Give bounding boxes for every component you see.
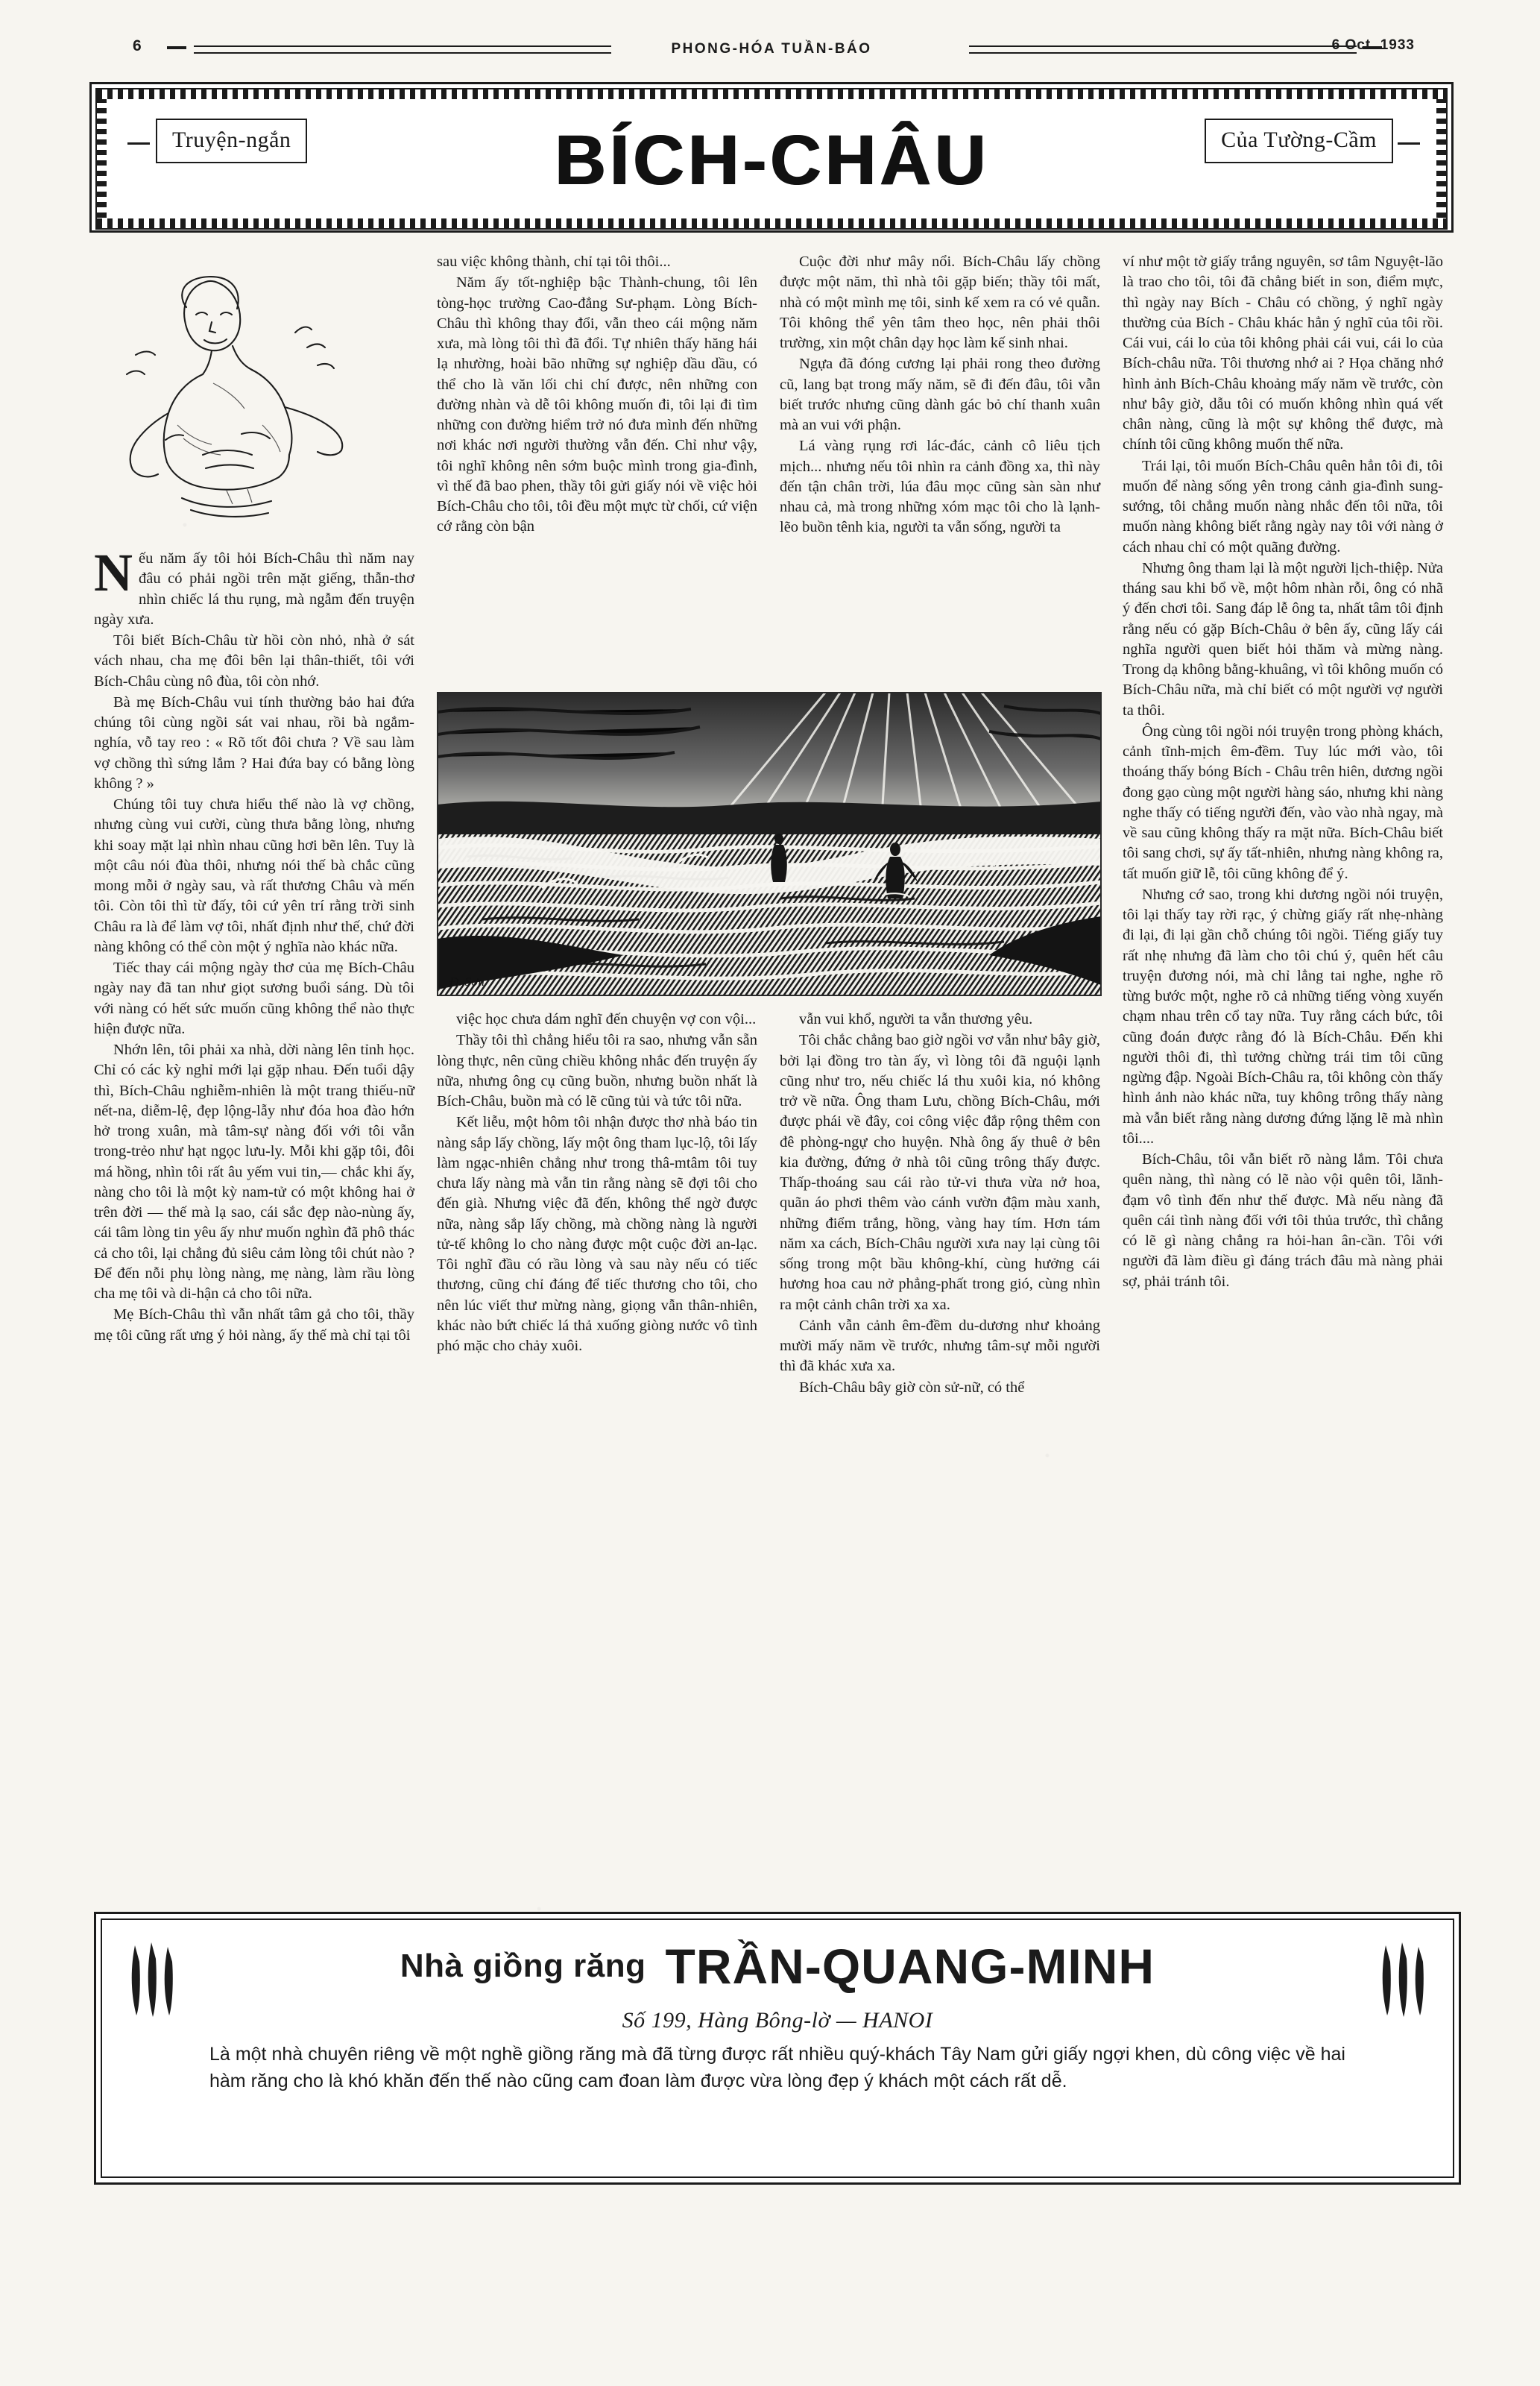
article-column-2-lower — [437, 1010, 757, 1357]
paragraph: Nhưng ông tham lại là một người lịch-thiệp. Nửa tháng sau khi bổ về, một hôm nhàn rỗi, ông có nhã ý đến chơi tôi. Sang đáp lễ ông ta, nhất tâm tôi định rằng nếu có gặp Bích-Châu ở bên ấy, cũng lấy cái nghĩa người quen biết hỏi thăm và mừng nàng. Trong dạ không bằng-khuâng, vì tôi không muốn có Bích-Châu nữa, mà chỉ biết có một người vợ người ta thôi. — [1123, 559, 1443, 719]
paragraph: sau việc không thành, chỉ tại tôi thôi... — [437, 254, 671, 270]
paragraph: ếu năm ấy tôi hỏi Bích-Châu thì năm nay đâu có phải ngồi trên mặt giếng, thẫn-thơ nhìn chiếc lá thu rụng, mà ngẫm đến truyện ngày xưa. — [94, 550, 414, 628]
masthead-rule-right — [969, 45, 1357, 54]
paragraph: Cuộc đời như mây nổi. Bích-Châu lấy chồng được một năm, thì nhà tôi gặp biến; thầy tôi mất, nhà có một mình mẹ tôi, sinh kế xem ra có vẻ quẫn. Tôi không thể yên tâm theo học, nên phải thôi trường, xin một chân dạy học làm kế sinh nhai. — [780, 254, 1100, 351]
paragraph: Tôi chắc chẳng bao giờ ngồi vơ vẫn như bây giờ, bởi lại đồng tro tàn ấy, vì lòng tôi đã nguội lạnh cũng như tro, nếu chiếc lá thu xuôi kia, nó không trở về nữa. Ông tham Lưu, chồng Bích-Châu, mới được phái về đây, coi công việc đắp rộng thêm con đê phòng-ngự cho huyện. Nhà ông ấy thuê ở bên kia đường, đứng ở nhà tôi cũng trông thấy được. Thấp-thoáng sau cái rào tử-vi thưa vừa nở hoa, quãn áo phơi thêm vào cánh vườn đậm màu xanh, những điểm trắng, hồng, vàng hay tím. Hơn tám năm xa cách, Bích-Châu người xưa nay lại cùng tôi sống trong một bầu không-khí, cùng hưởng cái hương hoa cau nở phẳng-phất trong gió, cùng nhìn ra một cảnh chân trời xa xa. — [780, 1032, 1100, 1313]
advertisement-business-name: TRẦN-QUANG-MINH — [665, 1939, 1155, 1994]
story-title: BÍCH-CHÂU — [554, 120, 989, 200]
paper-name: PHONG-HÓA TUẦN-BÁO — [671, 41, 872, 57]
paragraph: Ngựa đã đóng cương lại phải rong theo đường cũ, lang bạt trong mấy năm, sẽ đi đến đâu, tôi vẫn biết trước nhưng cũng dành gác bỏ chí thanh xuân mà an vui với phận. — [780, 356, 1100, 433]
masthead-rule-left — [194, 45, 611, 54]
banner-dash-left — [127, 142, 150, 145]
advertisement-service: Nhà giồng răng — [400, 1948, 646, 1984]
article-column-1 — [94, 252, 414, 1347]
masthead-rule-dash-left — [167, 46, 186, 49]
paragraph: Kết liễu, một hôm tôi nhận được thơ nhà báo tin nàng sắp lấy chồng, lấy một ông tham lục-lộ, tôi lấy làm ngạc-nhiên chẳng như trong thâ-mtâm tôi tuy chưa lấy nàng mà vẫn tin rằng nàng sẽ đợi tôi cho đến già. Nhưng việc đã đến, không thể ngờ được nữa, nàng sắp lấy chồng, mà chồng nàng là người tử-tế không lo cho nàng được một cuộc đời an-lạc. Tôi nghĩ đầu có rầu lòng và sau này nếu có tiếc thương, cũng chỉ đáng để tiếc thương cho tôi, cho nên lúc viết thư mừng nàng, giọng vẫn thân-nhiên, khác nào bứt chiếc lá thả xuống giòng nước vô tình phó mặc cho chảy xuôi. — [437, 1114, 757, 1354]
page-number: 6 — [133, 37, 142, 54]
paragraph: ví như một tờ giấy trắng nguyên, sơ tâm Nguyệt-lão là trao cho tôi, tôi đã chẳng biết in son, điểm mực, thì ngày nay Bích - Châu có chồng, ý nghĩ ngày thường của Bích - Châu khác hẳn ý nghĩ của tôi rồi. Cái vui, cái lo của tôi không phải cái vui, cái lo của Bích-châu nữa. Tôi thương nhớ ai ? Họa chăng nhớ hình ảnh Bích-Châu khoảng mấy năm về trước, còn như bây giờ, dẫu tôi có muốn không nhìn quá vết chân nàng, cũng là một sự không thể được, mà chính tôi cũng không muốn thế nữa. — [1123, 254, 1443, 453]
article-opening-paragraph — [94, 543, 414, 630]
drop-cap: N — [94, 543, 133, 602]
advertisement-address: Số 199, Hàng Bông-lờ — HANOI — [622, 2008, 933, 2033]
paragraph: Bà mẹ Bích-Châu vui tính thường bảo hai đứa chúng tôi cùng ngồi sát vai nhau, rồi bà ngắm-nghía, vỗ tay reo : « Rõ tốt đôi chưa ? Về sau làm vợ chồng thì sứng lắm ? Hai đứa bay có bằng lòng không ? » — [94, 693, 414, 792]
genre-label: Truyện-ngắn — [156, 119, 307, 163]
advertisement[interactable] — [94, 1912, 1461, 2185]
title-banner — [89, 82, 1454, 233]
advertisement-frame — [101, 1918, 1454, 2178]
paragraph: Ông cùng tôi ngồi nói truyện trong phòng khách, cảnh tĩnh-mịch êm-đềm. Tuy lúc mới vào, tôi thoáng thấy bóng Bích - Châu trên hiên, dương ngồi đong gạo cùng một người hàng sáo, nhưng khi nàng nghe thấy có tiếng người đến, vào vào nhà ngay, mà về sau cũng không thấy ra mặt nữa. Bích-Châu biết tôi sang chơi, sự ấy tất-nhiên, nhưng nàng không ra, tất muốn giữ lễ, tôi cũng không để ý. — [1123, 723, 1443, 882]
paragraph: Bích-Châu, tôi vẫn biết rõ nàng lắm. Tôi chưa quên nàng, thì nàng có lẽ nào vội quên tôi, lãnh-đạm vô tình đến như thế được. Mà nếu nàng đã quên cái tình nàng đối với tôi thủa trước, thì chẳng có lẽ gì nàng chẳng ra hỏi-han ân-cần. Tôi với người đã làm điều gì đáng trách đâu mà nàng phải sợ, phải tránh tôi. — [1123, 1151, 1443, 1290]
masthead — [89, 30, 1454, 69]
paragraph: Chúng tôi tuy chưa hiểu thế nào là vợ chồng, nhưng cùng vui cười, cùng thưa bằng lòng, nhưng khi soay mặt lại nhìn nhau cũng hơi bẽn lên. Tuy là một câu nói đùa thôi, nhưng nói thế bà chắc cũng mong mỗi ở ngày sau, và rất thương Châu và mến tôi. Còn tôi thì từ đấy, tôi cứ yên trí rằng trời sinh Châu ra là để làm vợ tôi, nhất định như thế, chứ đời nàng không có thể còn một ý nghĩa nào khác nữa. — [94, 796, 414, 955]
paragraph: Lá vàng rụng rơi lác-đác, cảnh cô liêu tịch mịch... nhưng nếu tôi nhìn ra cảnh đồng xa, thì này đến tận chân trời, lúa đâu mọc cũng sàn sàn như nhau cả, mà trong những xóm mạc tôi cho là lạnh-lẽo buồn tênh kia, người ta vẫn sống, người ta — [780, 438, 1100, 536]
woodcut-illustration — [437, 692, 1102, 996]
article-column-3-upper — [780, 252, 1100, 539]
page-content — [89, 30, 1454, 2349]
decorative-flourish-right-icon — [1371, 1939, 1435, 2021]
article-column-2-upper — [437, 252, 757, 538]
decorative-flourish-left-icon — [120, 1939, 184, 2021]
article-column-4 — [1123, 252, 1443, 1293]
paragraph: Bích-Châu bây giờ còn sử-nữ, có thể — [799, 1379, 1025, 1396]
paragraph: Tôi biết Bích-Châu từ hồi còn nhỏ, nhà ở sát vách nhau, cha mẹ đôi bên lại thân-thiết, tôi với Bích-Châu cùng nô đùa, tôi còn nhớ. — [94, 632, 414, 690]
paragraph: Nhớn lên, tôi phải xa nhà, dời nàng lên tỉnh học. Chỉ có các kỳ nghỉ mới lại gặp nhau. Đến tuổi dậy thì, Bích-Châu nghiễm-nhiên là một trang thiếu-nữ nết-na, diễm-lệ, đẹp lộng-lẫy như đóa hoa đào hớn hở trong xuân, mà tâm-sự nàng đối với tôi vẫn trong-trẻo như hạt ngọc lưu-ly. Mỗi khi gặp tôi, đôi má hồng, nhìn tôi rất âu yếm vui tin,— chắc khi ấy, nàng cho tôi là một kỳ nam-tử có một không hai ở trên đời — thế mà lạ sao, cái sắc đẹp nào-nùng ấy, cái tâm lòng tin yêu ấy như muốn nghìn đã phô thác cả cho tôi, lại chẳng đủ siêu cảm lòng tôi chút nào ? Để đến nỗi phụ lòng nàng, mẹ nàng, làm rầu lòng cha mẹ tôi và di-hận cả cho tôi nữa. — [94, 1042, 414, 1302]
paragraph: Năm ấy tốt-nghiệp bậc Thành-chung, tôi lên tòng-học trường Cao-đẳng Sư-phạm. Lòng Bích-Châu thì không thay đổi, vẫn theo cái mộng năm xưa, mà lòng tôi thì đã đổi. Tự nhiên thấy hăng hái lạ nhường, hoài bão những sự nghiệp dầu dầu, có thể cho là văn lối chi chí được, nên những con đường nhàn và dễ tôi không muốn đi, tôi lại đi tìm những con đường hiểm trở nó đưa mình đến những nơi khác nơi người thường vẫn đến. Chỉ như vậy, tôi nghĩ không nên sớm buộc mình trong gia-đình, vì thế đã bao phen, thầy tôi gửi giấy nói về việc hỏi Bích-Châu cho tôi, tôi đều một mực từ chối, cứ viện cớ rằng còn bận — [437, 274, 757, 535]
paragraph: việc học chưa dám nghĩ đến chuyện vợ con vội... — [456, 1011, 757, 1027]
paragraph: Thầy tôi thì chẳng hiểu tôi ra sao, nhưng vẫn sẵn lòng thực, nên cũng chiều không nhắc đến truyện ấy nữa, nhưng ông cụ cũng buồn, nhưng buồn nhất là Bích-Châu, buồn mà có lẽ cũng tủi và tức tôi nữa. — [437, 1032, 757, 1109]
advertisement-headline — [122, 1930, 1433, 2002]
woman-sketch-illustration — [94, 252, 414, 543]
paragraph: Nhưng cớ sao, trong khi dương ngồi nói truyện, tôi lại thấy tay rời rạc, ý chừng giấy rất nhẹ-nhàng đi lại, đi lại gần chỗ chúng tôi ngồi. Tiếng giấy tuy rất nhẹ nhưng đã làm cho tôi chú ý, quên hết câu truyện đương nói, mà chỉ lẳng tai nghe, nghe rõ từng bước một, nghe rõ cả những tiếng vòng xuyến chạm nhau trên cổ tay nữa. Tuy rằng cách bức, tôi cũng đoán được rằng đó là Bích-Châu. Đến khi người thôi đi, thì tưởng chừng trái tim tôi cũng ngừng đập. Ngoài Bích-Châu ra, tôi không còn thấy hình ảnh nào khác nữa, tuy không trông thấy nàng mà vẫn biết rằng nàng dương đứng lặng lẽ mà nhìn tôi.... — [1123, 886, 1443, 1147]
banner-dash-right — [1398, 142, 1420, 145]
issue-date: 6 Oct. 1933 — [1331, 37, 1415, 53]
paragraph: Tiếc thay cái mộng ngày thơ của mẹ Bích-Châu ngày nay đã tan như giọt sương buổi sáng. Dù tôi với nàng có hết sức muốn cũng không thể nào thực hiện được nữa. — [94, 960, 414, 1037]
paragraph: Trái lại, tôi muốn Bích-Châu quên hẳn tôi đi, tôi muốn để nàng sống yên trong cảnh gia-đình sung-sướng, tôi chẳng muốn nàng nhắc đến tôi nữa, tôi muốn nàng không biết rằng ngày nay tôi với nàng ở cách nhau chỉ có một quãng đường. — [1123, 457, 1443, 555]
author-label: Của Tường-Cầm — [1205, 119, 1393, 163]
paragraph: vẫn vui khổ, người ta vẫn thương yêu. — [799, 1011, 1033, 1027]
advertisement-body: Là một nhà chuyên riêng về một nghề giồng răng mà đã từng được rất nhiều quý-khách Tây Nam gửi giấy ngợi khen, dù công việc về hai hàm răng cho là khó khăn đến thế nào cũng cam đoan làm được vừa lòng đẹp ý khách một cách rất dễ. — [209, 2044, 1345, 2092]
paragraph: Mẹ Bích-Châu thì vẫn nhất tâm gả cho tôi, thầy mẹ tôi cũng rất ưng ý hỏi nàng, ấy thế mà chỉ tại tôi — [94, 1306, 414, 1344]
illustration-signature: Đ. Sơn — [449, 975, 485, 989]
article-column-3-lower — [780, 1010, 1100, 1399]
paragraph: Cảnh vẫn cảnh êm-đềm du-dương như khoảng mười mấy năm về trước, nhưng tâm-sự mỗi người thì đã khác xưa xa. — [780, 1317, 1100, 1375]
article-body — [89, 252, 1454, 1982]
